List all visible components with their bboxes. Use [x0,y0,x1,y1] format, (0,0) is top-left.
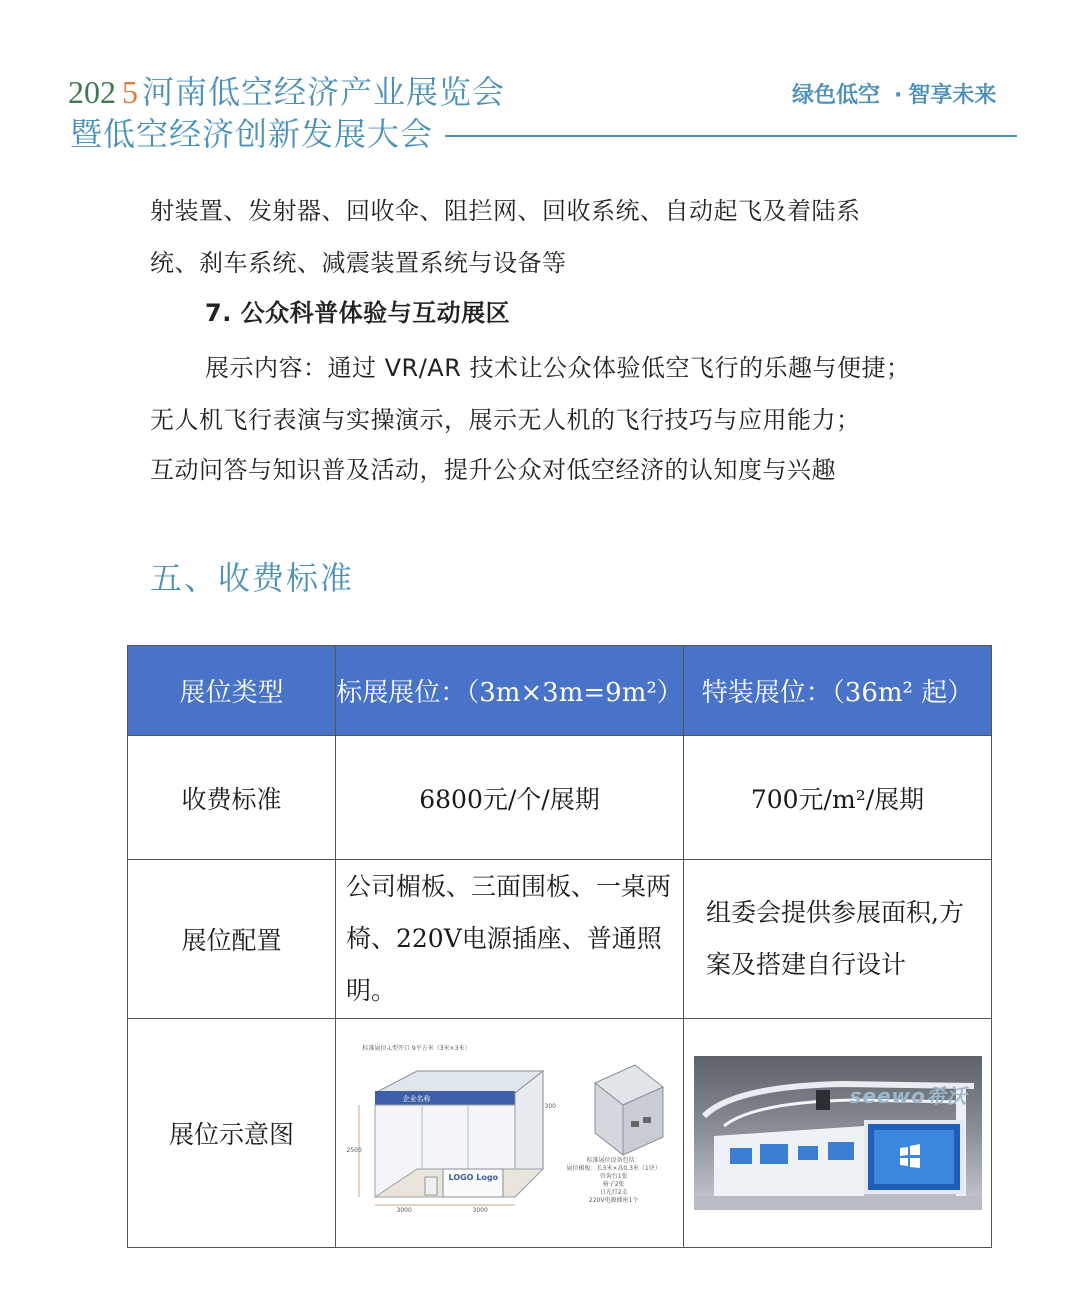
header-title-line1 [68,72,505,112]
header-title: 河南低空经济产业展览会 [142,73,506,111]
booth-note: 咨询台1张 [599,1173,628,1180]
slogan-right: 智享未来 [908,83,997,108]
booth-note: 标准展位设备包括： [586,1157,641,1164]
table-header-row [128,646,992,736]
booth-note: 椅子2张 [602,1181,625,1188]
header-subtitle: 暨低空经济创新发展大会 [70,115,434,153]
header-year-digit: 5 [122,74,138,110]
header-year: 202 [68,74,116,110]
body-line-4: 无人机飞行表演与实操演示，展示无人机的飞行技巧与应用能力； [150,406,861,434]
slogan-left: 绿色低空 [792,83,881,108]
config-standard: 公司楣板、三面围板、一桌两椅、220V电源插座、普通照明。 [336,860,684,1019]
header-divider [445,135,1017,137]
booth-note: 日光灯2支 [599,1189,628,1196]
booth-brand-text: seewo希沃 [849,1084,968,1108]
fee-label: 收费标准 [128,736,336,860]
booth-note: 展位楣板：长3米×高0.3米（1块） [566,1165,661,1172]
special-booth-photo [694,1056,982,1210]
body-line-1: 射装置、发射器、回收伞、阻拦网、回收系统、自动起飞及着陆系 [150,197,861,225]
config-special: 组委会提供参展面积,方案及搭建自行设计 [684,860,992,1019]
body-line-5: 互动问答与知识普及活动，提升公众对低空经济的认知度与兴趣 [150,456,836,484]
dim-width: 3000 [472,1207,488,1214]
slogan-dot: · [894,83,903,108]
fee-table [127,645,992,1248]
dim-side: 300 [544,1103,556,1110]
body-line-2: 统、刹车系统、减震装置系统与设备等 [150,249,567,277]
booth-note: 220V电源插座1个 [588,1197,639,1204]
section-title: 五、收费标准 [150,559,355,597]
fee-special: 700元/m²/展期 [684,736,992,860]
standard-booth-figure-cell [336,1019,684,1248]
table-row [128,860,992,1019]
diagram-label: 展位示意图 [128,1019,336,1248]
config-label: 展位配置 [128,860,336,1019]
header-special-booth: 特装展位：（36m² 起） [684,646,992,736]
figure-caption: 标准展位-L型开口 9平方米（3米×3米） [362,1045,471,1052]
table-row [128,1019,992,1248]
header-standard-booth: 标展展位：（3m×3m=9m²） [336,646,684,736]
dim-height: 2500 [346,1147,362,1154]
fee-standard: 6800元/个/展期 [336,736,684,860]
booth-logo-text: LOGO Logo [448,1173,499,1182]
dim-depth: 3000 [396,1207,412,1214]
table-row [128,736,992,860]
header-slogan [792,78,996,109]
fascia-text: 企业名称 [402,1095,431,1103]
special-booth-figure-cell [684,1019,992,1248]
booth-notes [567,1157,661,1205]
header-booth-type: 展位类型 [128,646,336,736]
body-line-3: 展示内容：通过 VR/AR 技术让公众体验低空飞行的乐趣与便捷； [205,354,911,382]
sub-heading: 7. 公众科普体验与互动展区 [205,299,511,327]
standard-booth-illustration [345,1043,675,1223]
